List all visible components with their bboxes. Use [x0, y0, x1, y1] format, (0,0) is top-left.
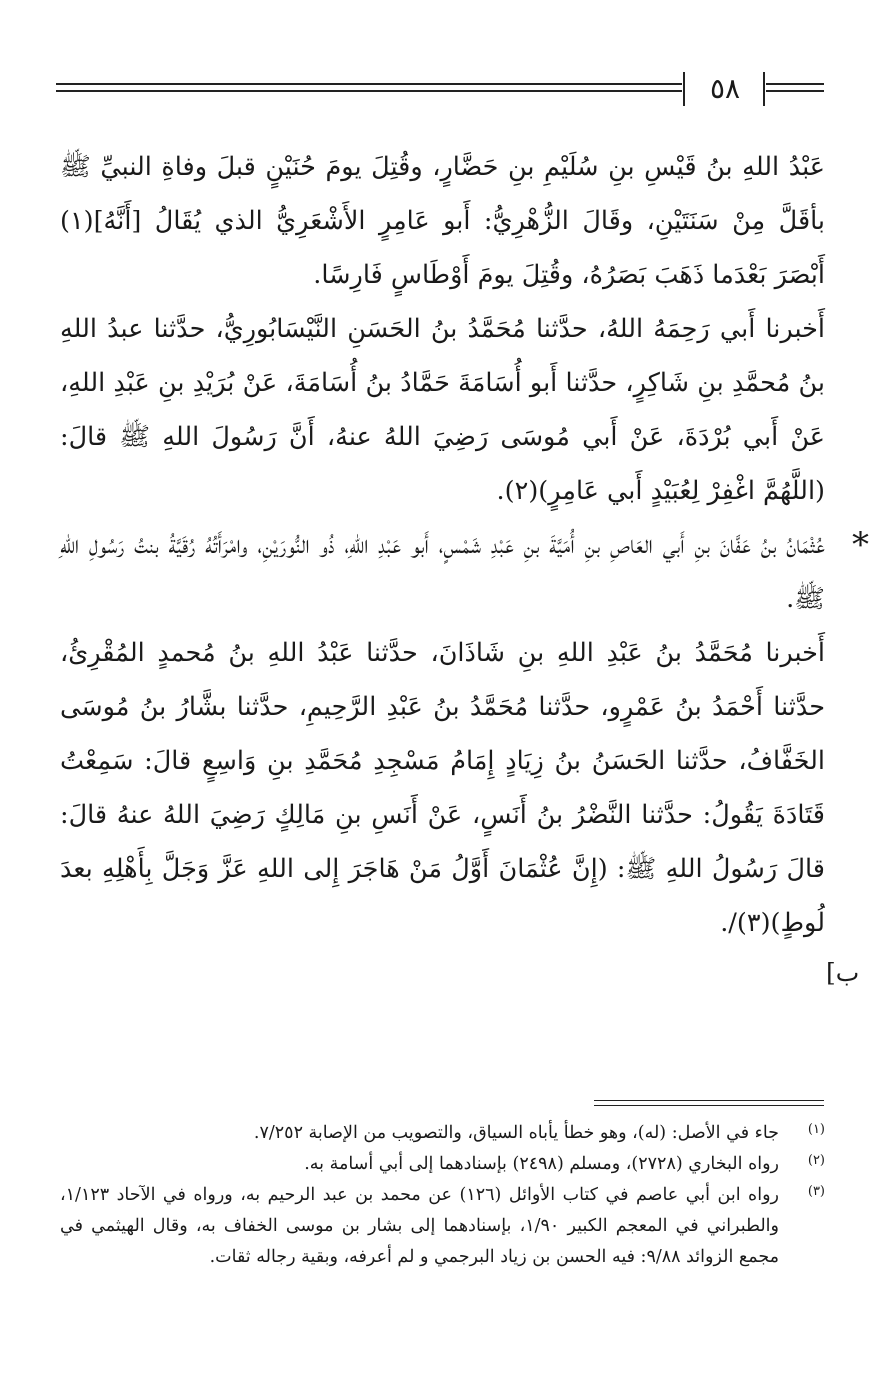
paragraph-uthman-heading: عُثْمَانُ بنُ عَفَّانَ بنِ أَبي العَاصِ بنِ أُمَيَّةَ بنِ عَبْدِ شَمْسٍ، أَبو عَبْدِ اللهِ، ذُو النُّورَيْنِ، وامْرَأَتُهُ رُقَيَّةُ بنتُ رَسُولِ اللهِ ﷺ.	[60, 530, 825, 614]
paragraph-hadith-anas: أَخبرنا مُحَمَّدُ بنُ عَبْدِ اللهِ بنِ شَاذَانَ، حدَّثنا عَبْدُ اللهِ بنُ مُحمدٍ المُقْرِئُ، حدَّثنا أَحْمَدُ بنُ عَمْرٍو، حدَّثنا مُحَمَّدُ بنُ عَبْدِ الرَّحِيمِ، حدَّثنا بشَّارُ بنُ مُوسَى الخَفَّافُ، حدَّثنا الحَسَنُ بنُ زِيَادٍ إِمَامُ مَسْجِدِ مُحَمَّدِ بنِ وَاسِعٍ قالَ: سَمِعْتُ قَتَادَةَ يَقُولُ: حدَّثنا النَّضْرُ بنُ أَنَسٍ، عَنْ أَنَسِ بنِ مَالِكٍ رَضِيَ اللهُ عنهُ قالَ: قالَ رَسُولُ اللهِ ﷺ: (إِنَّ عُثْمَانَ أَوَّلُ مَنْ هَاجَرَ إِلى اللهِ عَزَّ وَجَلَّ بِأَهْلِهِ بعدَ لُوطٍ)(٣)/.	[60, 638, 825, 938]
header-rule-left	[56, 83, 682, 92]
footnote-text: جاء في الأصل: (له)، وهو خطأ يأباه السياق، والتصويب من الإصابة ٧/٢٥٢.	[253, 1123, 779, 1143]
footnote-separator	[594, 1100, 824, 1106]
entry-uthman	[60, 518, 869, 626]
footnote-3	[60, 1180, 825, 1273]
footnote-marker: (٢)	[807, 1153, 825, 1168]
header-rule-right	[766, 83, 824, 92]
entry-bullet-icon: *	[852, 525, 869, 565]
footnote-marker: (٣)	[807, 1184, 825, 1199]
header-divider-left	[683, 72, 685, 106]
page-number: ٥٨	[709, 72, 741, 105]
footnote-text: رواه ابن أبي عاصم في كتاب الأوائل (١٢٦) عن محمد بن عبد الرحيم به، ورواه في الآحاد ١/١٢٣، والطبراني في المعجم الكبير ١/٩٠، بإسنادهما إلى بشار بن موسى الخفاف به، وقال الهيثمي في مجمع الزوائد ٩/٨٨: فيه الحسن بن زياد البرجمي و لم أعرفه، وبقية رجاله ثقات.	[60, 1185, 779, 1267]
footnote-text: رواه البخاري (٢٧٢٨)، ومسلم (٢٤٩٨) بإسنادهما إلى أبي أسامة به.	[304, 1154, 779, 1174]
margin-note: ب]	[826, 958, 860, 987]
footnotes	[60, 1118, 825, 1273]
paragraph-hadith-abu-musa: أَخبرنا أَبي رَحِمَهُ اللهُ، حدَّثنا مُحَمَّدُ بنُ الحَسَنِ النَّيْسَابُورِيُّ، حدَّثنا عبدُ اللهِ بنُ مُحمَّدِ بنِ شَاكِرٍ، حدَّثنا أَبو أُسَامَةَ حَمَّادُ بنُ أُسَامَةَ، عَنْ بُرَيْدِ بنِ عَبْدِ اللهِ، عَنْ أَبي بُرْدَةَ، عَنْ أَبي مُوسَى رَضِيَ اللهُ عنهُ، أَنَّ رَسُولَ اللهِ ﷺ قالَ: (اللَّهُمَّ اغْفِرْ لِعُبَيْدٍ أَبي عَامِرٍ)(٢).	[60, 314, 825, 506]
footnote-marker: (١)	[807, 1122, 825, 1137]
header-divider-right	[763, 72, 765, 106]
main-text	[60, 140, 869, 950]
footnote-2	[60, 1149, 825, 1180]
footnote-1	[60, 1118, 825, 1149]
page-header	[0, 70, 885, 110]
paragraph-abdullah-ibn-qays: عَبْدُ اللهِ بنُ قَيْسِ بنِ سُلَيْمِ بنِ حَضَّارٍ، وقُتِلَ يومَ حُنَيْنٍ قبلَ وفاةِ النبيِّ ﷺ بأقَلَّ مِنْ سَنَتَيْنِ، وقَالَ الزُّهْرِيُّ: أَبو عَامِرٍ الأَشْعَرِيُّ الذي يُقَالُ [أَنَّهُ](١) أَبْصَرَ بَعْدَما ذَهَبَ بَصَرُهُ، وقُتِلَ يومَ أَوْطَاسٍ فَارِسًا.	[60, 152, 825, 290]
